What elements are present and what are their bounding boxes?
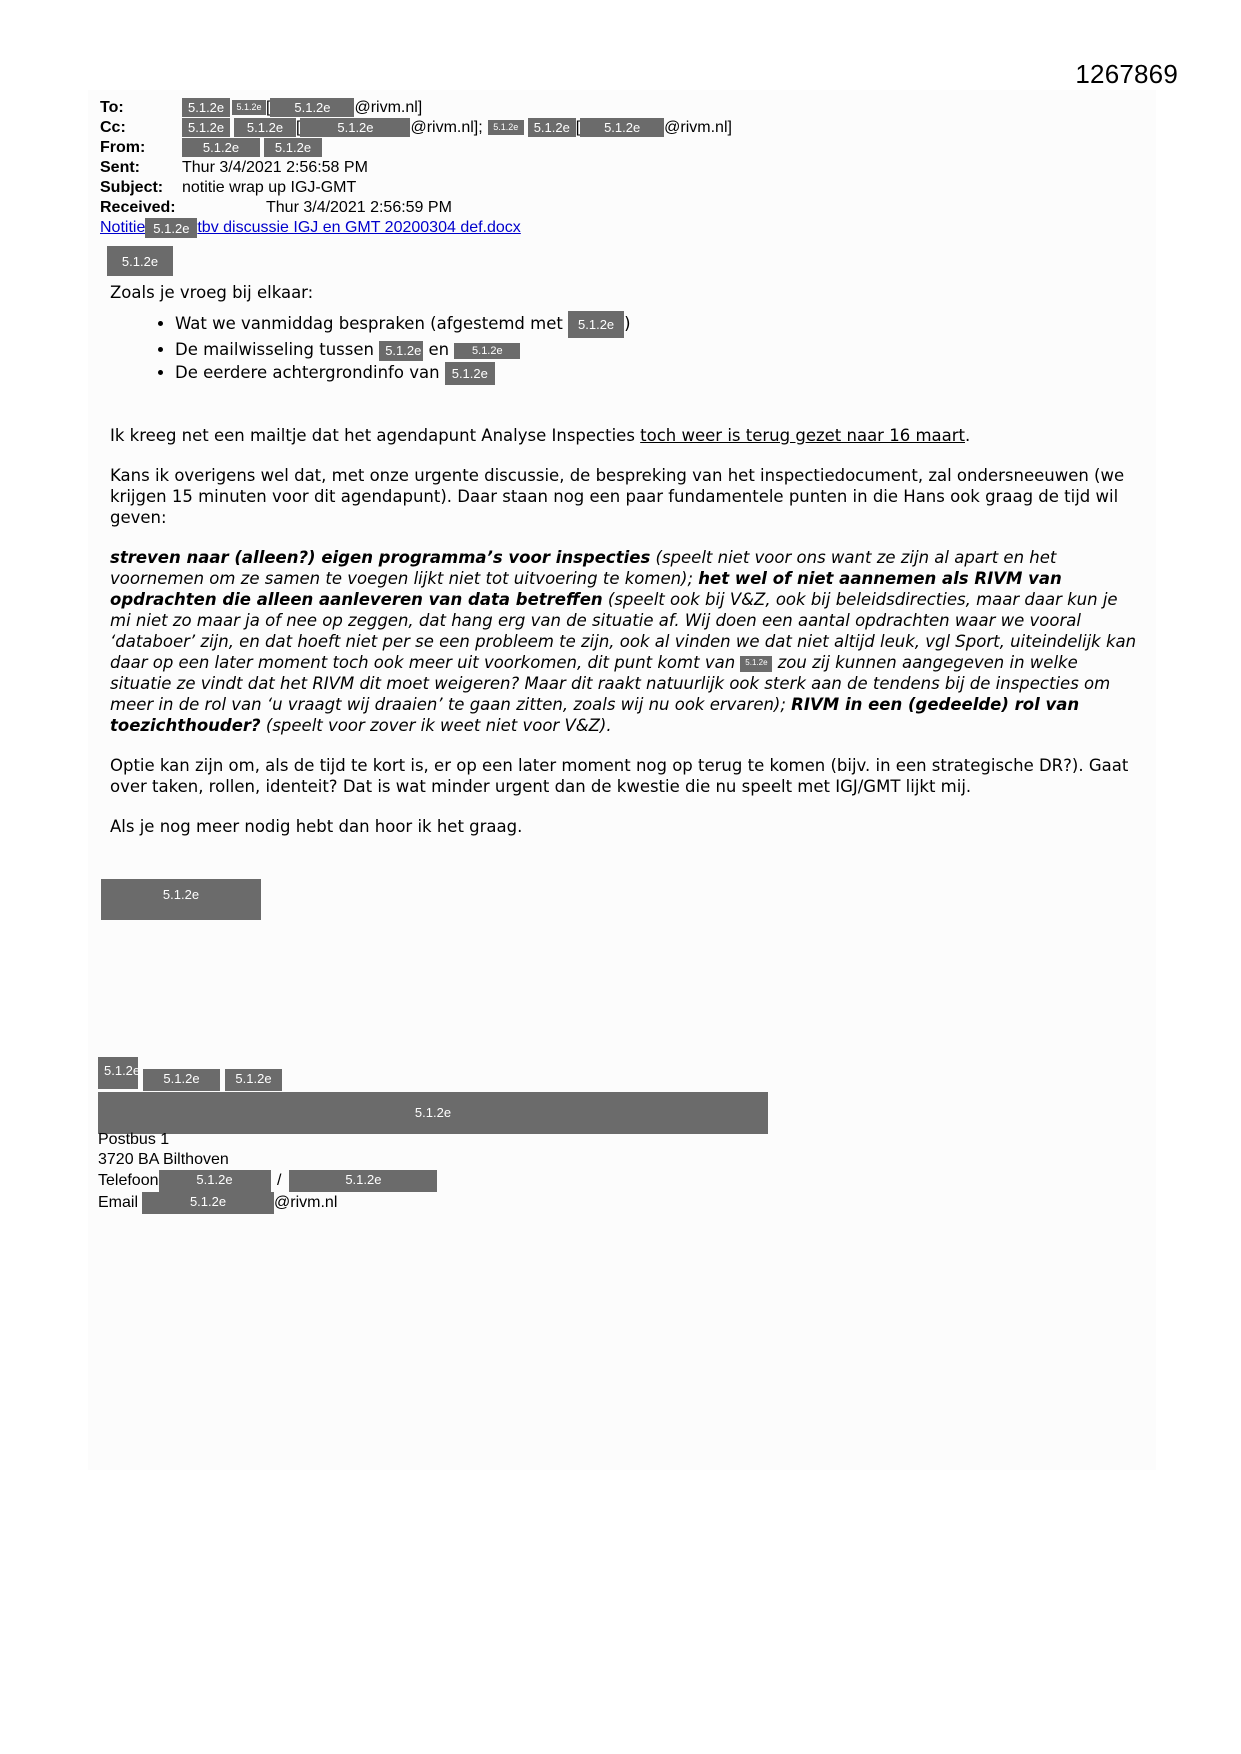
attachment-link[interactable]	[100, 219, 521, 236]
attachment-prefix: Notitie	[100, 219, 146, 236]
attachment-row	[100, 218, 732, 238]
redaction-salutation: 5.1.2e	[107, 246, 173, 276]
redaction: 5.1.2e	[143, 1069, 220, 1091]
subject-row	[100, 178, 732, 198]
cc-domain-1: @rivm.nl];	[410, 119, 483, 136]
redaction: 5.1.2e	[182, 118, 230, 137]
paragraph-discussion: Kans ik overigens wel dat, met onze urgente discussie, de bespreking van het inspectiedocument, zal ondersneeuwen (we krijgen 15 minuten voor dit agendapunt). Daar staan nog een paar fundamentele punten in die Hans ook graag de tijd wil geven:	[110, 466, 1125, 527]
email-body	[110, 282, 1140, 837]
redaction: 5.1.2e	[145, 218, 197, 238]
from-label: From:	[100, 139, 146, 156]
redaction: 5.1.2e	[300, 118, 410, 137]
redaction-address: 5.1.2e	[98, 1092, 768, 1134]
attachment-filename: tbv discussie IGJ en GMT 20200304 def.docx	[197, 219, 521, 236]
phone-separator: /	[276, 1172, 282, 1190]
redaction: 5.1.2e	[234, 118, 296, 137]
received-value: Thur 3/4/2021 2:56:59 PM	[266, 199, 452, 216]
from-row	[100, 138, 732, 158]
redaction: 5.1.2e	[580, 118, 664, 137]
bracket: [	[296, 119, 301, 136]
redaction: 5.1.2e	[528, 118, 576, 137]
underlined-text: toch weer is terug gezet naar 16 maart	[640, 426, 965, 445]
sent-row	[100, 158, 732, 178]
list-item: • Wat we vanmiddag bespraken (afgestemd met 5.1.2e )	[175, 311, 1140, 338]
redaction: 5.1.2e	[454, 343, 520, 359]
redaction: 5.1.2e	[142, 1192, 274, 1214]
paragraph-points: streven naar (alleen?) eigen programma’s voor inspecties (speelt niet voor ons want ze zijn al apart en het voornemen om ze samen te voegen lijkt niet tot uitvoering te komen); het wel of niet aannemen als RIVM van opdrachten die alleen aanleveren van data betreffen (speelt ook bij V&Z, ook bij beleidsdirecties, maar daar kun je mi niet zo maar ja of nee op zeggen, dat hang erg van de situatie af. Wij doen een aantal opdrachten waar we vooral ‘databoer’ zijn, en dat hoeft niet per se een probleem te zijn, ook al vinden we dat niet altijd leuk, vgl Sport, uiteindelijk kan daar op een later moment toch ook meer uit voorkomen, dit punt komt van 5.1.2e zou zij kunnen aangegeven in welke situatie ze vindt dat het RIVM dit moet weigeren? Maar dit raakt natuurlijk ook sterk aan de tendens bij de inspecties om meer in de rol van ‘u vraagt wij draaien’ te gaan zitten, zoals wij nu ook ervaren); RIVM in een (gedeelde) rol van toezichthouder? (speelt voor zover ik weet niet voor V&Z).	[110, 548, 1137, 735]
redaction: 5.1.2e	[488, 120, 524, 135]
email-domain: @rivm.nl	[274, 1194, 338, 1212]
paragraph-option: Optie kan zijn om, als de tijd te kort is, er op een later moment nog op terug te komen (bijv. in een strategische DR?). Gaat over taken, rollen, identeit? Dat is wat minder urgent dan de kwestie die nu speelt met IGJ/GMT lijkt mij.	[110, 756, 1129, 796]
redaction: 5.1.2e	[445, 362, 495, 385]
redaction: 5.1.2e	[98, 1057, 138, 1089]
redaction: 5.1.2e	[225, 1069, 282, 1091]
signature-email	[98, 1192, 337, 1214]
sent-value: Thur 3/4/2021 2:56:58 PM	[182, 159, 368, 176]
to-domain: @rivm.nl]	[354, 99, 423, 116]
list-item: • De mailwisseling tussen 5.1.2e en 5.1.2e	[175, 338, 1140, 361]
redaction: 5.1.2e	[740, 656, 772, 672]
paragraph-agenda: Ik kreeg net een mailtje dat het agendapunt Analyse Inspecties toch weer is terug gezet naar 16 maart.	[110, 426, 971, 445]
redaction: 5.1.2e	[270, 98, 354, 117]
received-label: Received:	[100, 199, 176, 216]
intro-text: Zoals je vroeg bij elkaar:	[110, 283, 314, 302]
redaction: 5.1.2e	[379, 341, 423, 361]
redaction-signoff: 5.1.2e	[101, 879, 261, 920]
phone-label: Telefoon	[98, 1172, 159, 1190]
subject-label: Subject:	[100, 179, 164, 196]
to-label: To:	[100, 99, 124, 116]
to-row	[100, 98, 732, 118]
subject-value: notitie wrap up IGJ-GMT	[182, 179, 357, 196]
email-header	[100, 98, 732, 238]
email-label: Email	[98, 1194, 139, 1212]
redaction: 5.1.2e	[264, 138, 322, 157]
redaction: 5.1.2e	[159, 1170, 271, 1192]
cc-domain-2: @rivm.nl]	[664, 119, 732, 136]
bracket: [	[266, 99, 271, 116]
received-row	[100, 198, 732, 218]
signature-phone	[98, 1170, 437, 1192]
signature-city: 3720 BA Bilthoven	[98, 1151, 229, 1168]
paragraph-closing: Als je nog meer nodig hebt dan hoor ik het graag.	[110, 817, 523, 836]
bracket: [	[575, 119, 581, 136]
redaction: 5.1.2e	[289, 1170, 437, 1192]
document-number: 1267869	[1075, 59, 1178, 89]
list-item: • De eerdere achtergrondinfo van 5.1.2e	[175, 361, 1140, 385]
bullet-list	[110, 311, 1140, 385]
redaction: 5.1.2e	[182, 98, 230, 117]
cc-row	[100, 118, 732, 138]
signature-postbus: Postbus 1	[98, 1131, 170, 1148]
redaction: 5.1.2e	[568, 311, 624, 338]
redaction: 5.1.2e	[232, 100, 266, 115]
redaction: 5.1.2e	[182, 138, 260, 157]
sent-label: Sent:	[100, 159, 140, 176]
cc-label: Cc:	[100, 119, 126, 136]
